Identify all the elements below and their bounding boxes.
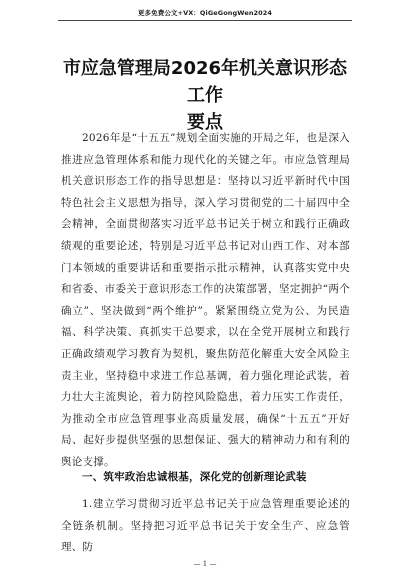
title-line-2: 要点 bbox=[187, 112, 223, 133]
intro-paragraph: 2026年是“十五五”规划全面实施的开局之年，也是深入推进应急管理体系和能力现代化的关键之年。市应急管理局机关意识形态工作的指导思想是：坚持以习近平新时代中国特色社会主义思想为指导，深入学习贯彻党的二十届四中全会精神，全面贯彻落实习近平总书记关于树立和践行正确政绩观的重要论述，特别是习近平总书记对山西工作、对本部门本领域的重要讲话和重要指示批示精神，认真落实党中央和省委、市委关于意识形态工作的决策部署，坚定拥护“两个确立”、坚决做到“两个维护”。紧紧围绕立党为公、为民造福、科学决策、真抓实干总要求，以在全党开展树立和践行正确政绩观学习教育为契机，聚焦防范化解重大安全风险主责主业，坚持稳中求进工作总基调，着力强化理论武装，着力壮大主流舆论，着力防控风险隐患，着力压实工作责任，为推动全市应急管理事业高质量发展，确保“十五五”开好局、起好步提供坚强的思想保证、强大的精神动力和有利的舆论支撑。 bbox=[61, 132, 350, 468]
section-heading-1: 一、筑牢政治忠诚根基，深化党的创新理论武装 bbox=[82, 471, 307, 483]
page-number: — 1 — bbox=[193, 560, 217, 568]
header-divider bbox=[58, 20, 352, 21]
title-line-1: 市应急管理局2026年机关意识形态工作 bbox=[62, 58, 348, 106]
list-item-1: 1.建立学习贯彻习近平总书记关于应急管理重要论述的全链条机制。坚持把习近平总书记关于安全生产、应急管理、防 bbox=[61, 498, 350, 554]
document-title bbox=[55, 55, 355, 136]
header-note: 更多免费公文+VX：QiGeGongWen2024 bbox=[137, 9, 273, 17]
